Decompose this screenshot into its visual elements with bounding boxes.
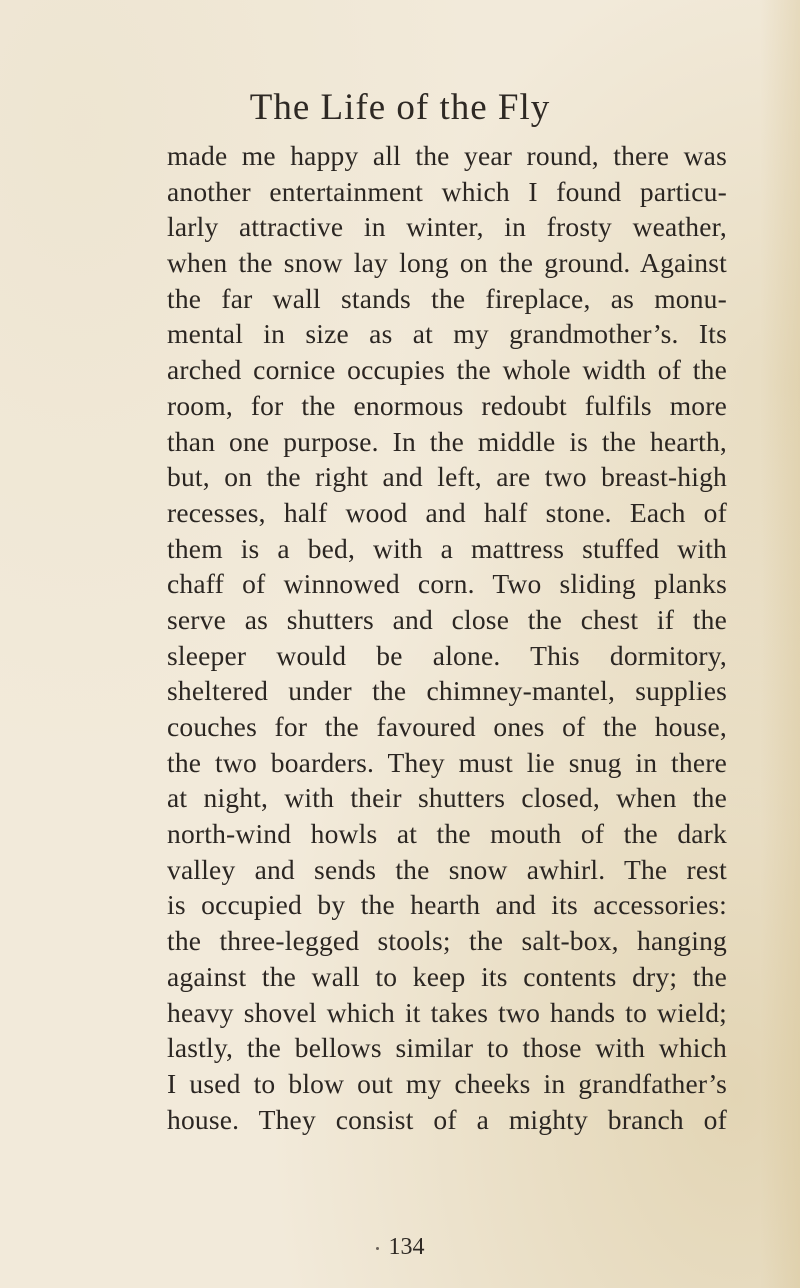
text-line: serve as shutters and close the chest if the xyxy=(167,603,727,635)
text-line: the far wall stands the fireplace, as monu- xyxy=(167,282,727,314)
text-line: at night, with their shutters closed, when the xyxy=(167,782,727,814)
text-line: arched cornice occupies the whole width of the xyxy=(167,354,727,386)
page-edge-shading xyxy=(760,0,800,1288)
text-line: couches for the favoured ones of the house, xyxy=(167,711,727,742)
text-line: sleeper would be alone. This dormitory, xyxy=(167,639,727,671)
text-line: heavy shovel which it takes two hands to wield; xyxy=(167,996,727,1028)
text-line: made me happy all the year round, there was xyxy=(167,140,727,171)
body-text xyxy=(167,138,727,1137)
text-line: north-wind howls at the mouth of the dark xyxy=(167,818,727,850)
page-number: 134 xyxy=(388,1234,425,1260)
text-line: chaff of winnowed corn. Two sliding planks xyxy=(167,568,727,600)
text-line: the two boarders. They must lie snug in there xyxy=(167,746,727,778)
text-line: recesses, half wood and half stone. Each of xyxy=(167,496,727,528)
text-line: sheltered under the chimney-mantel, supplies xyxy=(167,675,727,707)
text-line: the three-legged stools; the salt-box, hanging xyxy=(167,925,727,957)
text-line: valley and sends the snow awhirl. The rest xyxy=(167,853,727,885)
running-head: The Life of the Fly xyxy=(249,87,551,128)
text-line: room, for the enormous redoubt fulfils more xyxy=(167,389,727,421)
text-line: lastly, the bellows similar to those with which xyxy=(167,1032,727,1064)
text-line: another entertainment which I found particu- xyxy=(167,175,727,207)
text-line: against the wall to keep its contents dry; the xyxy=(167,960,727,992)
page-number-area xyxy=(0,1234,800,1261)
text-line: mental in size as at my grandmother’s. Its xyxy=(167,318,727,350)
text-line: than one purpose. In the middle is the hearth, xyxy=(167,425,727,457)
text-line: but, on the right and left, are two breast-high xyxy=(167,461,727,493)
text-line: house. They consist of a mighty branch of xyxy=(167,1103,727,1135)
text-line: when the snow lay long on the ground. Against xyxy=(167,247,727,279)
text-line: larly attractive in winter, in frosty weather, xyxy=(167,211,727,243)
folio-dot xyxy=(376,1247,379,1250)
text-line: is occupied by the hearth and its accessories: xyxy=(167,889,727,921)
text-line: them is a bed, with a mattress stuffed with xyxy=(167,532,727,564)
text-line: I used to blow out my cheeks in grandfather’s xyxy=(167,1067,727,1099)
